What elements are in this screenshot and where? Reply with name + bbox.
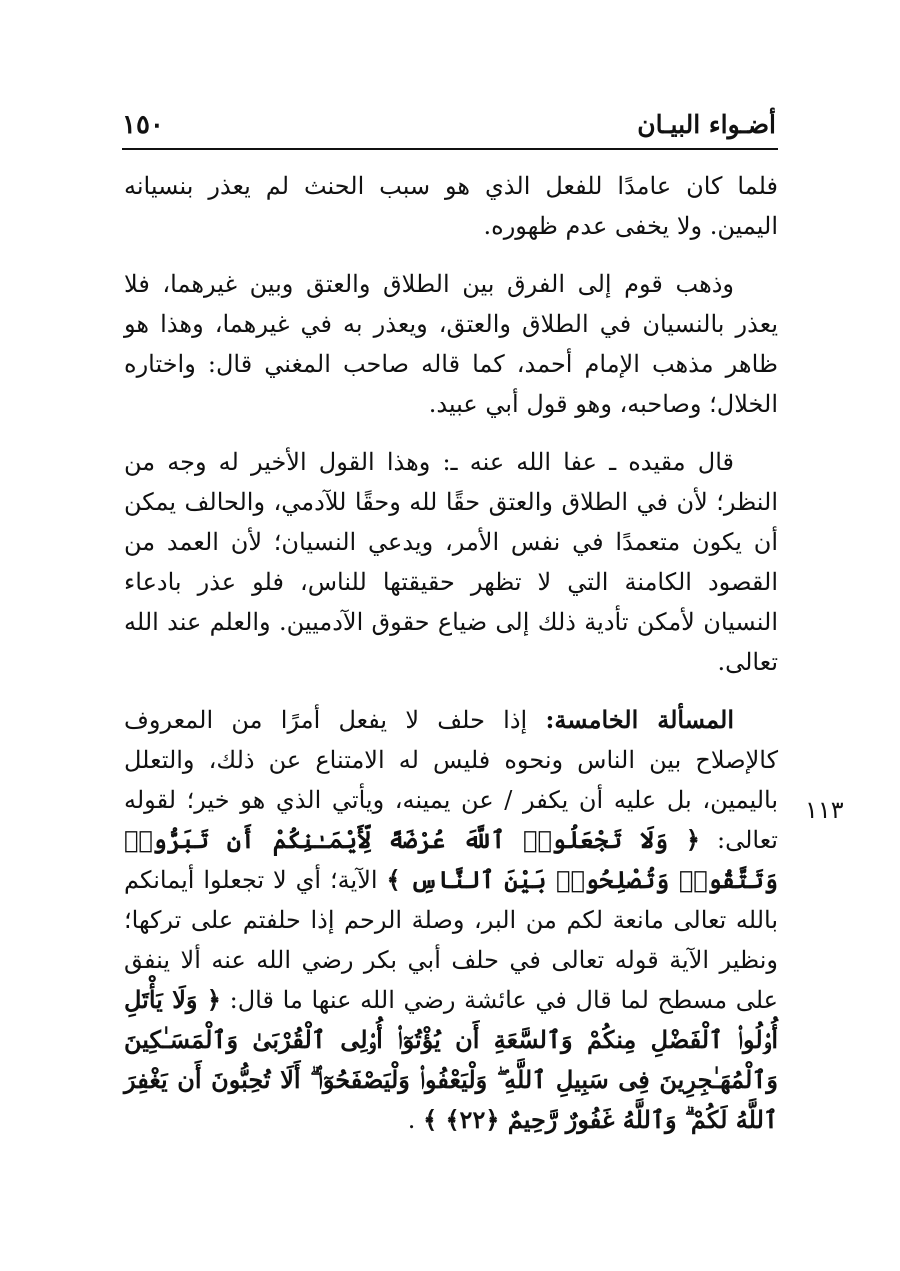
paragraph-4-text-a: إذا حلف لا يفعل أمرًا من المعروف كالإصلاح بين الناس ونحوه فليس له الامتناع عن ذلك، والتعلل باليمين، بل عليه أن يكفر / عن يمينه، ويأتي الذي هو خير؛ لقوله تعالى: [124,706,778,854]
page-body [124,166,778,1158]
page-header [122,104,778,148]
paragraph-1: فلما كان عامدًا للفعل الذي هو سبب الحنث لم يعذر بنسيانه اليمين. ولا يخفى عدم ظهوره. [124,172,778,240]
paragraph-4-text-c: . [407,1106,424,1134]
paragraph-4-text-b: الآية؛ أي لا تجعلوا أيمانكم بالله تعالى مانعة لكم من البر، وصلة الرحم إذا حلفتم على تركها؛ ونظير الآية قوله تعالى في حلف أبي بكر رضي الله عنه ألا ينفق على مسطح لما قال في عائشة رضي الله عنها ما قال: [124,866,778,1014]
quran-verse-2: ﴿ وَلَا يَأْتَلِ أُو۟لُوا۟ ٱلْفَضْلِ مِنكُمْ وَٱلسَّعَةِ أَن يُؤْتُوٓا۟ أُو۟لِى ٱلْقُرْبَىٰ وَٱلْمَسَـٰكِينَ وَٱلْمُهَـٰجِرِينَ فِى سَبِيلِ ٱللَّهِ ۖ وَلْيَعْفُوا۟ وَلْيَصْفَحُوٓا۟ ۗ أَلَا تُحِبُّونَ أَن يَغْفِرَ ٱللَّهُ لَكُمْ ۗ وَٱللَّهُ غَفُورٌ رَّحِيمٌ ﴿٢٢﴾ ﴾ [124,985,778,1134]
quran-verse-1: ﴿ وَلَا تَجْعَلُوا۟ ٱللَّهَ عُرْضَةً لِّأَيْمَـٰنِكُمْ أَن تَبَرُّوا۟ وَتَتَّقُوا۟ وَتُصْلِحُوا۟ بَيْنَ ٱلنَّاسِ ﴾ [124,825,778,894]
page-number: ١٥٠ [122,110,164,140]
paragraph-4 [124,700,778,1140]
paragraph-3: قال مقيده ـ عفا الله عنه ـ: وهذا القول الأخير له وجه من النظر؛ لأن في الطلاق والعتق حقًا لله وحقًا للآدمي، والحالف يمكن أن يكون متعمدًا في نفس الأمر، ويدعي النسيان؛ لأن العمد من القصود الكامنة التي لا تظهر حقيقتها للناس، فلو عذر بادعاء النسيان لأمكن تأدية ذلك إلى ضياع حقوق الآدميين. والعلم عند الله تعالى. [124,448,779,676]
margin-page-reference: ١١٣ [805,796,844,824]
header-rule [122,148,778,150]
section-heading: المسألة الخامسة: [545,705,735,734]
book-title: أضـواء البيـان [637,110,776,139]
paragraph-2: وذهب قوم إلى الفرق بين الطلاق والعتق وبين غيرهما، فلا يعذر بالنسيان في الطلاق والعتق، ويعذر به في غيرهما، وهذا هو ظاهر مذهب الإمام أحمد، كما قاله صاحب المغني قال: واختاره الخلال؛ وصاحبه، وهو قول أبي عبيد. [124,270,778,418]
